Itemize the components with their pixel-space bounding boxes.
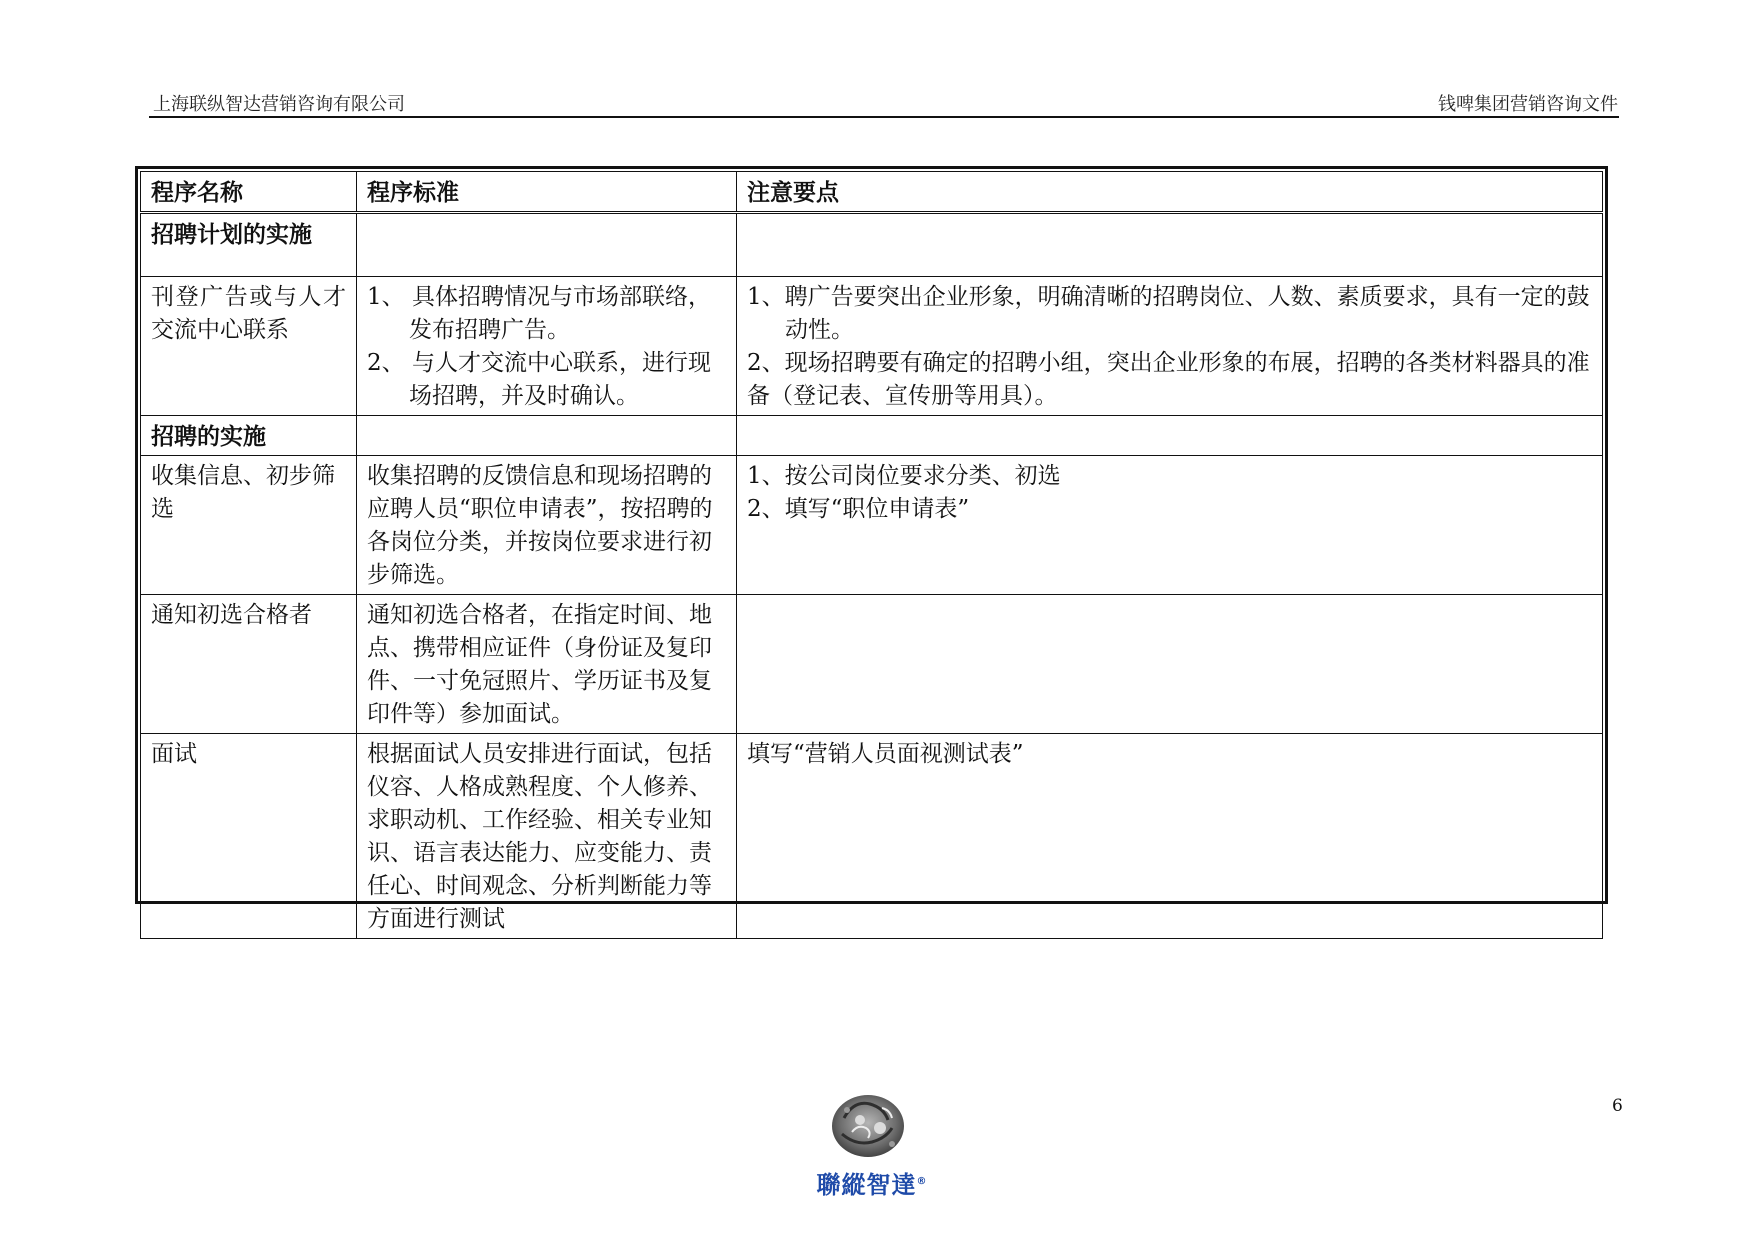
key-points-cell [737,595,1603,734]
procedure-table-frame [135,166,1608,932]
logo-text [804,1165,940,1200]
procedure-standard-cell: 收集招聘的反馈信息和现场招聘的应聘人员“职位申请表”，按招聘的各岗位分类，并按岗位要求进行初步筛选。 [357,456,737,595]
table-row [141,416,1603,456]
procedure-standard-cell: 根据面试人员安排进行面试，包括仪容、人格成熟程度、个人修养、求职动机、工作经验、相关专业知识、语言表达能力、应变能力、责任心、时间观念、分析判断能力等方面进行测试 [357,734,737,939]
table-row [141,734,1603,939]
header-divider [149,116,1619,118]
procedure-standard-cell [357,416,737,456]
standard-item: 1、 具体招聘情况与市场部联络，发布招聘广告。 [367,284,711,343]
procedure-name-cell: 招聘的实施 [141,416,357,456]
header-company-name: 上海联纵智达营销咨询有限公司 [153,94,405,115]
procedure-standard-cell [357,277,737,416]
procedure-table [140,171,1603,939]
procedure-name-cell: 刊登广告或与人才交流中心联系 [141,277,357,416]
table-row [141,456,1603,595]
registered-mark: ® [916,1176,928,1187]
procedure-name-cell: 招聘计划的实施 [141,213,357,277]
table-header-row [141,172,1603,213]
key-points-cell [737,416,1603,456]
table-row [141,277,1603,416]
column-header-procedure-standard: 程序标准 [357,172,737,213]
table-row [141,213,1603,277]
table-row [141,595,1603,734]
company-logo [800,1088,940,1198]
procedure-name-cell: 通知初选合格者 [141,595,357,734]
key-points-cell [737,456,1603,595]
page-number: 6 [1612,1096,1623,1116]
procedure-standard-cell: 通知初选合格者，在指定时间、地点、携带相应证件（身份证及复印件、一寸免冠照片、学历证书及复印件等）参加面试。 [357,595,737,734]
key-points-cell [737,213,1603,277]
header-document-title: 钱啤集团营销咨询文件 [1438,94,1618,115]
key-points-cell: 填写“营销人员面视测试表” [737,734,1603,939]
dragon-emblem-icon [822,1088,914,1160]
standard-item: 2、 与人才交流中心联系，进行现场招聘，并及时确认。 [367,350,711,409]
procedure-standard-cell [357,213,737,277]
procedure-name-cell: 面试 [141,734,357,939]
procedure-name-cell: 收集信息、初步筛选 [141,456,357,595]
key-point-item: 2、填写“职位申请表” [747,496,970,522]
key-point-item: 1、按公司岗位要求分类、初选 [747,463,1061,489]
column-header-procedure-name: 程序名称 [141,172,357,213]
logo-wordmark: 聯縱智達 [816,1171,917,1199]
key-point-item: 1、聘广告要突出企业形象，明确清晰的招聘岗位、人数、素质要求，具有一定的鼓动性。 [747,284,1590,343]
key-point-item: 2、现场招聘要有确定的招聘小组，突出企业形象的布展，招聘的各类材料器具的准备（登记表、宣传册等用具）。 [747,350,1590,409]
column-header-key-points: 注意要点 [737,172,1603,213]
key-points-cell [737,277,1603,416]
